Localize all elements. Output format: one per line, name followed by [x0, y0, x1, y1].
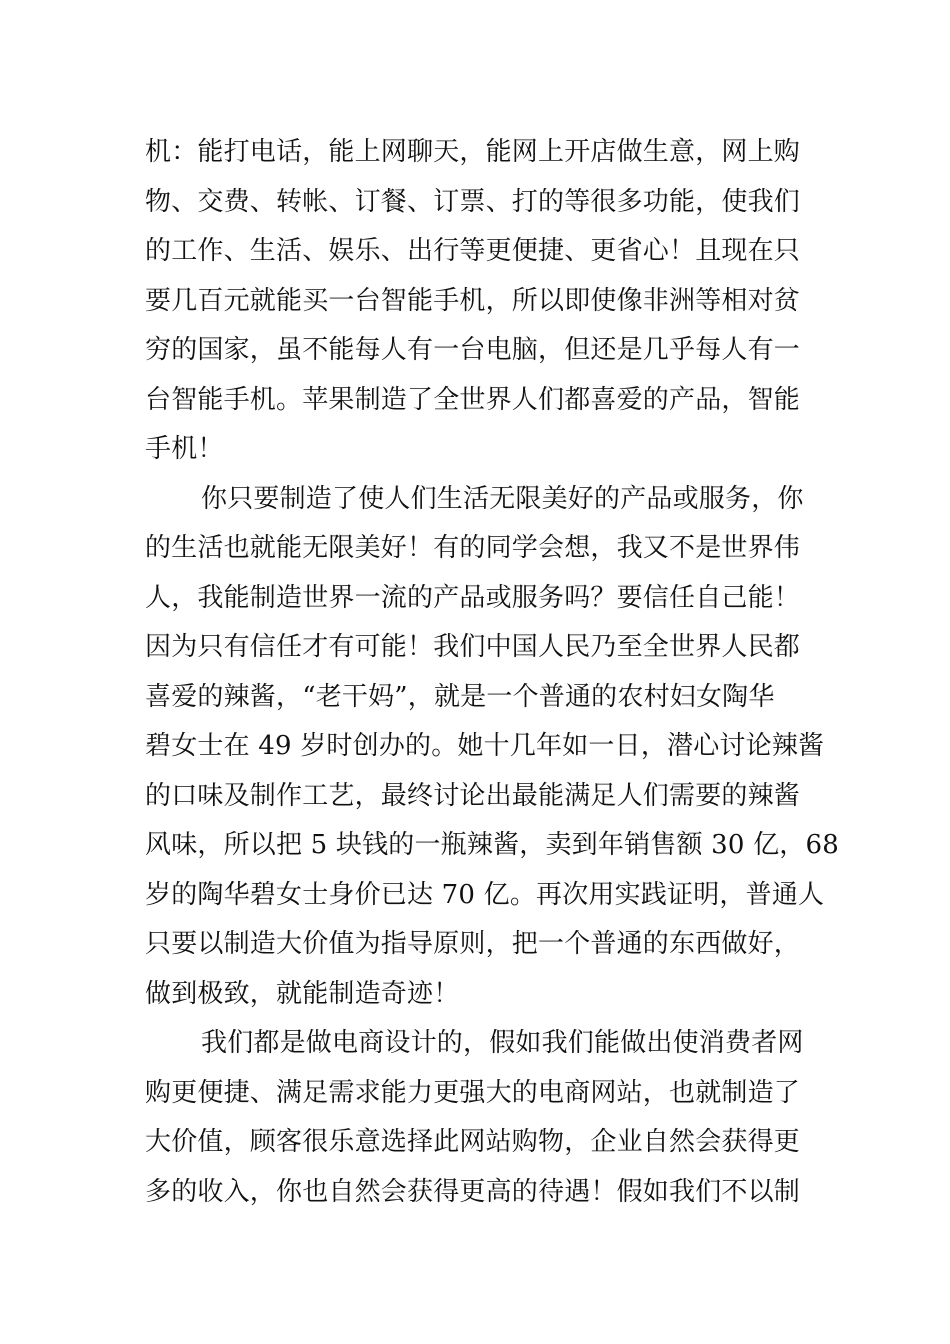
text-line: 的口味及制作工艺，最终讨论出最能满足人们需要的辣酱	[145, 780, 801, 811]
text-line: 多的收入，你也自然会获得更高的待遇！假如我们不以制	[145, 1176, 801, 1207]
text-line: 手机！	[145, 434, 224, 464]
text-line: 因为只有信任才有可能！我们中国人民乃至全世界人民都	[145, 632, 801, 662]
text-line: 岁的陶华碧女士身价已达 70 亿。再次用实践证明，普通人	[145, 879, 825, 910]
text-line: 要几百元就能买一台智能手机，所以即使像非洲等相对贫	[145, 285, 801, 316]
text-line: 的工作、生活、娱乐、出行等更便捷、更省心！且现在只	[145, 236, 801, 266]
text-line: 购更便捷、满足需求能力更强大的电商网站，也就制造了	[145, 1077, 801, 1108]
text-line: 大价值，顾客很乐意选择此网站购物，企业自然会获得更	[145, 1127, 801, 1157]
text-line: 机：能打电话，能上网聊天，能网上开店做生意，网上购	[145, 137, 801, 167]
body-text	[145, 128, 839, 1217]
text-line: 碧女士在 49 岁时创办的。她十几年如一日，潜心讨论辣酱	[145, 731, 825, 761]
text-line: 人，我能制造世界一流的产品或服务吗？要信任自己能！	[145, 582, 801, 613]
text-line: 物、交费、转帐、订餐、订票、打的等很多功能，使我们	[145, 186, 801, 217]
paragraph-start-line: 我们都是做电商设计的，假如我们能做出使消费者网	[201, 1028, 804, 1058]
text-line: 只要以制造大价值为指导原则，把一个普通的东西做好，	[145, 929, 801, 959]
text-line: 台智能手机。苹果制造了全世界人们都喜爱的产品，智能	[145, 384, 801, 415]
text-line: 喜爱的辣酱，“老干妈”，就是一个普通的农村妇女陶华	[145, 681, 775, 712]
text-line: 风味，所以把 5 块钱的一瓶辣酱，卖到年销售额 30 亿，68	[145, 830, 839, 860]
text-line: 的生活也就能无限美好！有的同学会想，我又不是世界伟	[145, 533, 801, 563]
text-line: 穷的国家，虽不能每人有一台电脑，但还是几乎每人有一	[145, 335, 801, 365]
text-line: 做到极致，就能制造奇迹！	[145, 978, 460, 1009]
paragraph-start-line: 你只要制造了使人们生活无限美好的产品或服务，你	[201, 483, 804, 514]
